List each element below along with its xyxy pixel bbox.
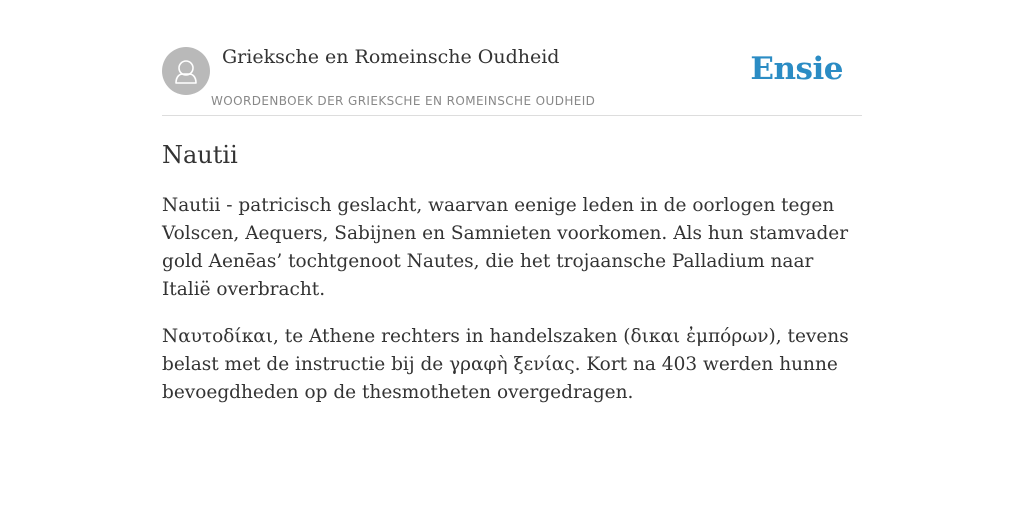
entry-body <box>162 192 862 407</box>
book-subtitle: WOORDENBOEK DER GRIEKSCHE EN ROMEINSCHE OUDHEID <box>211 94 596 108</box>
entry-paragraph: Nautii - patricisch geslacht, waarvan eenige leden in de oorlogen tegen Volscen, Aequers, Sabijnen en Samnieten voorkomen. Als hun stamvader gold Aenē̄as’ tochtgenoot Nautes, die het trojaansche Palladium naar Italië overbracht. <box>162 195 849 300</box>
page <box>162 0 862 407</box>
avatar[interactable] <box>162 47 210 95</box>
ensie-logo[interactable]: Ensie <box>750 51 843 87</box>
user-icon <box>162 47 210 95</box>
entry-title: Nautii <box>162 141 238 169</box>
header <box>162 0 862 116</box>
entry-paragraph: Ναυτοδίκαι, te Athene rechters in handelszaken (δικαι ἐμπόρων), tevens belast met de instructie bij de γραφὴ ξενίας. Kort na 403 werden hunne bevoegdheden op de thesmotheten overgedragen. <box>162 326 849 403</box>
entry <box>162 140 862 407</box>
book-title[interactable]: Grieksche en Romeinsche Oudheid <box>222 46 560 68</box>
